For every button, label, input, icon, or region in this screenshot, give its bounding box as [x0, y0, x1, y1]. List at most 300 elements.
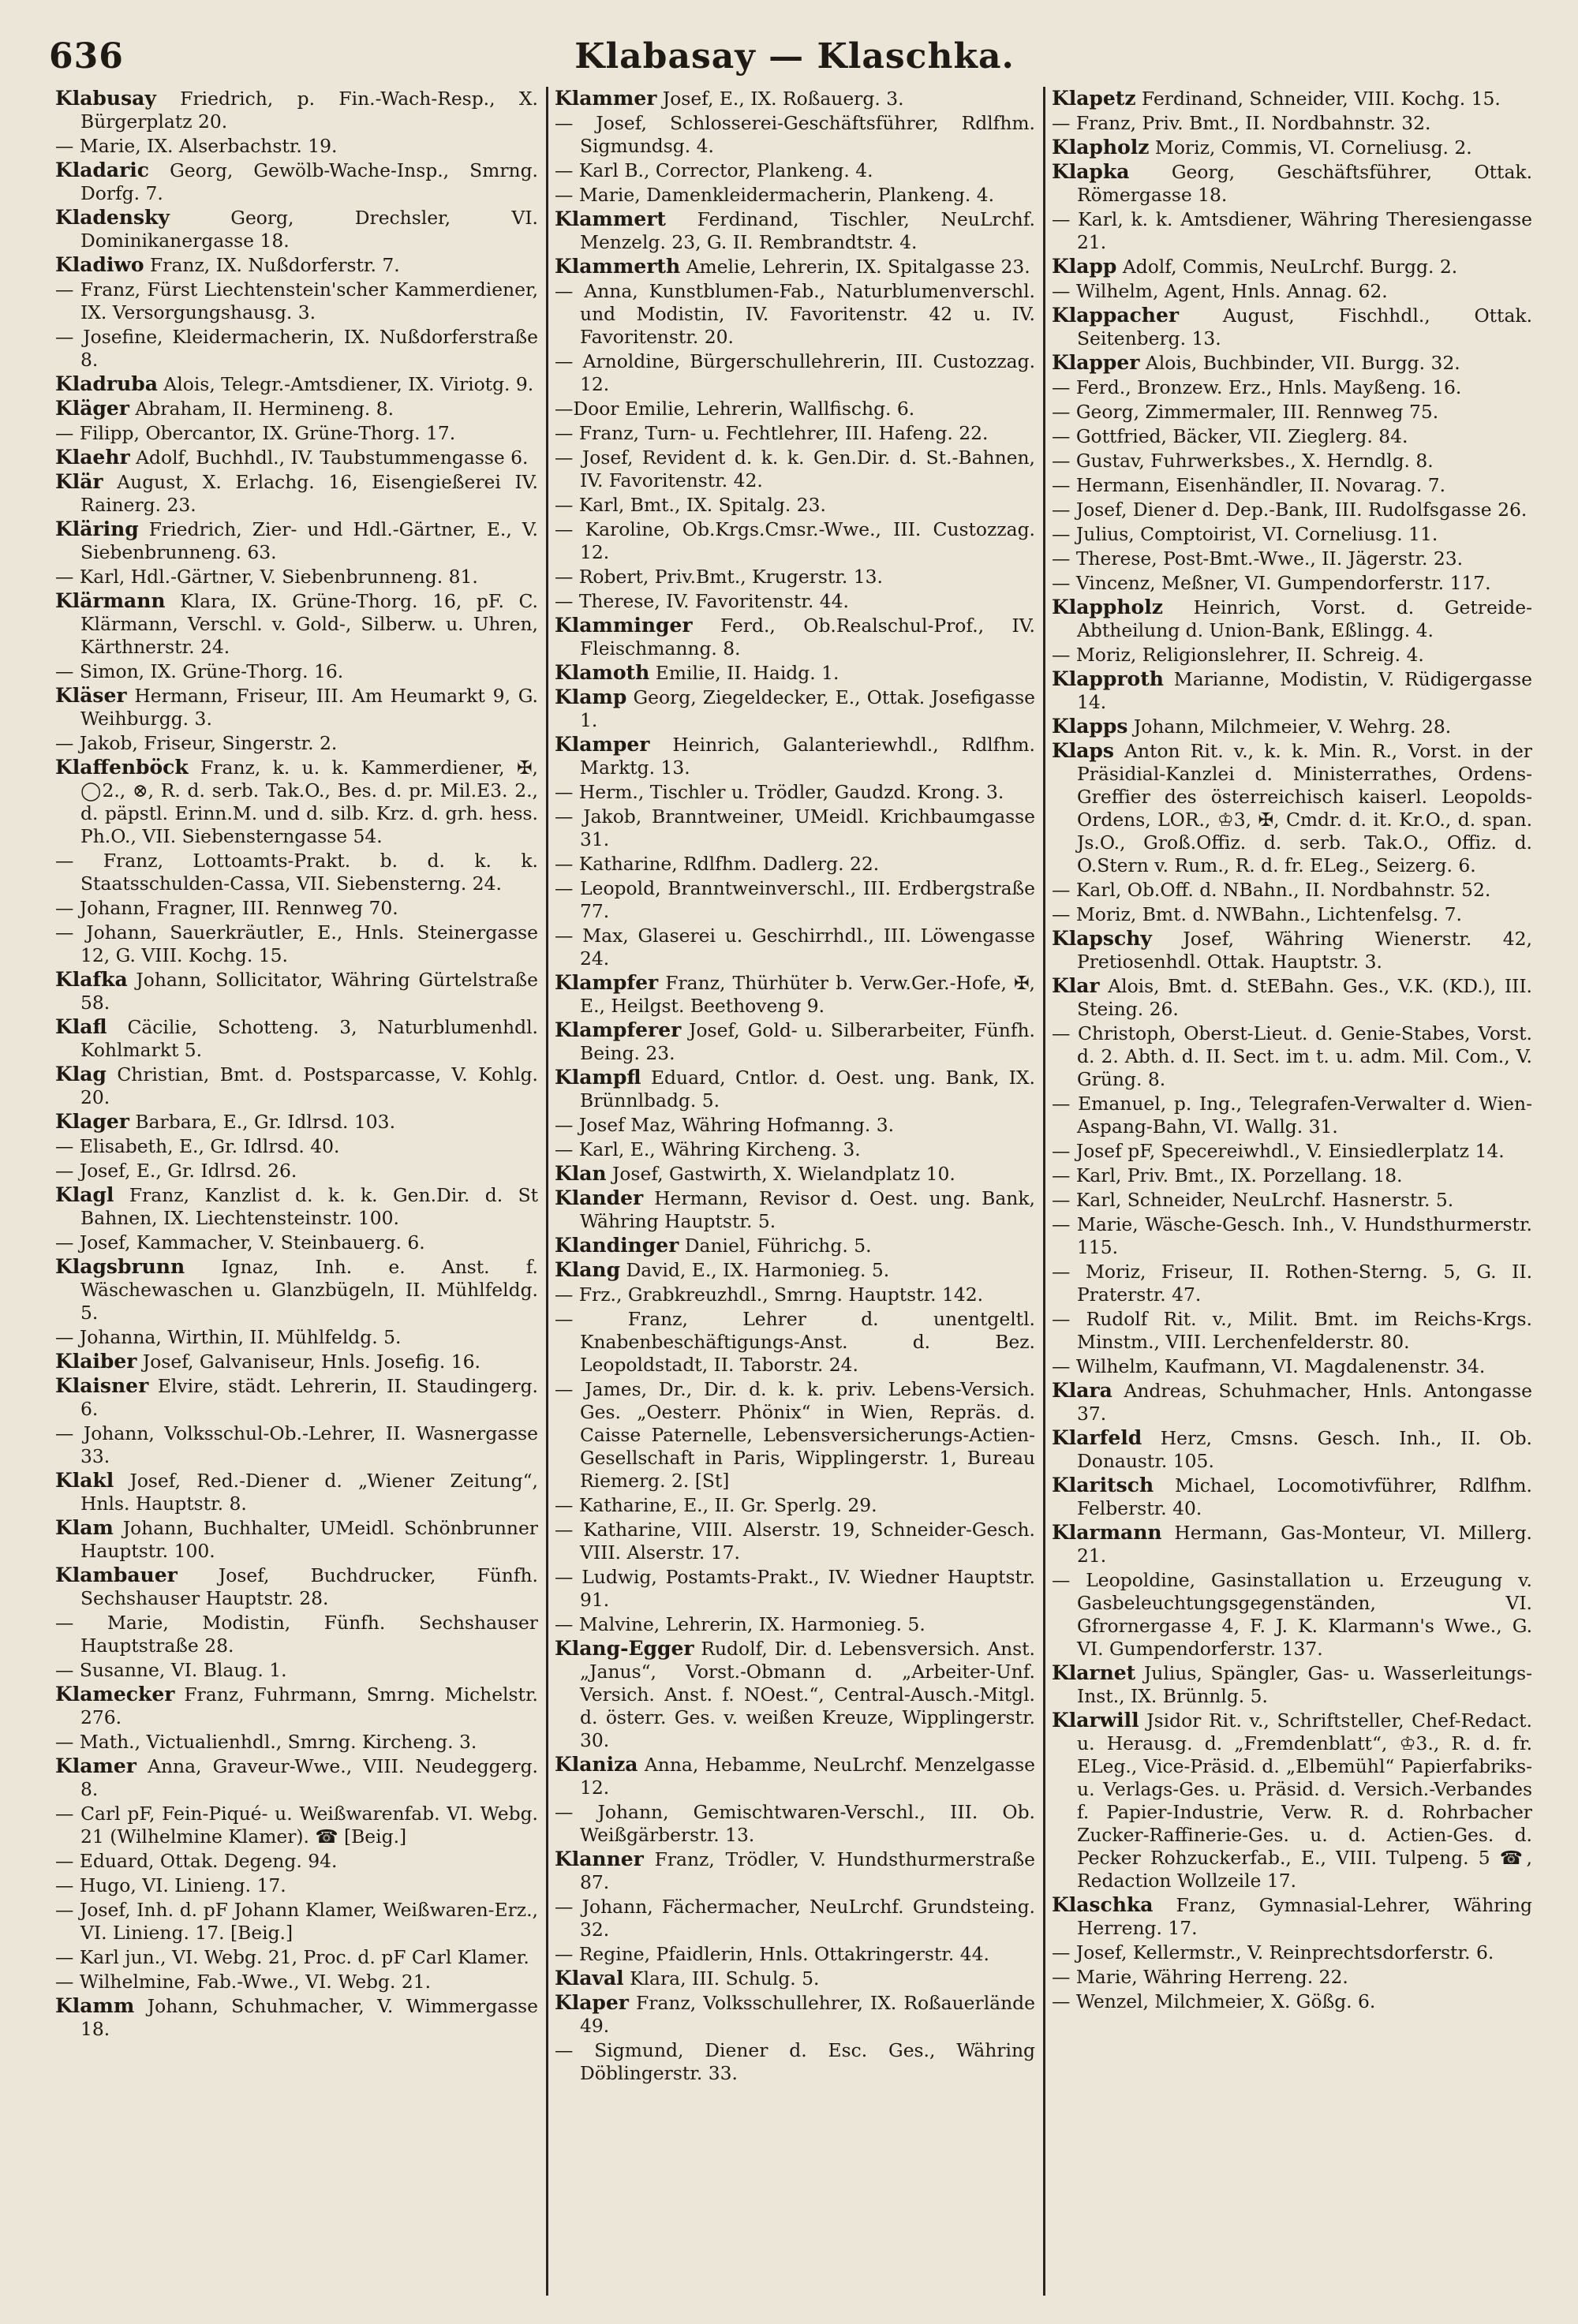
directory-entry [1052, 1260, 1532, 1306]
directory-entry [1052, 1307, 1532, 1354]
entry-surname: Klammer [555, 87, 657, 110]
directory-entry [1052, 1965, 1532, 1989]
directory-entry [1052, 1212, 1532, 1259]
entry-details: — Karl B., Corrector, Plankeng. 4. [555, 159, 873, 181]
entry-details: — Katharine, VIII. Alserstr. 19, Schneider-Gesch. VIII. Alserstr. 17. [555, 1519, 1035, 1564]
entry-surname: Klammerth [555, 255, 681, 278]
directory-entry [555, 255, 1035, 278]
entry-details: Daniel, Führichg. 5. [679, 1235, 872, 1257]
entry-surname: Klamoth [555, 661, 650, 684]
entry-details: — Karl jun., VI. Webg. 21, Proc. d. pF Carl Klamer. [55, 1946, 529, 1968]
directory-entry [555, 207, 1035, 254]
entry-surname: Klang [555, 1258, 621, 1281]
entry-surname: Klapetz [1052, 87, 1136, 110]
entry-details: — Vincenz, Meßner, VI. Gumpendorferstr. 117. [1052, 572, 1491, 594]
entry-details: — Ludwig, Postamts-Prakt., IV. Wiedner Hauptstr. 91. [555, 1566, 1035, 1611]
entry-details: — Anna, Kunstblumen-Fab., Naturblumenverschl. und Modistin, IV. Favoritenstr. 42 u. IV. Favoritenstr. 20. [555, 280, 1035, 348]
entry-surname: Klapholz [1052, 136, 1150, 159]
entry-details: Alois, Telegr.-Amtsdiener, IX. Viriotg. 9. [157, 373, 534, 395]
entry-surname: Klappacher [1052, 304, 1180, 327]
entry-details: — Ferd., Bronzew. Erz., Hnls. Mayßeng. 16. [1052, 376, 1462, 398]
directory-entry [1052, 1354, 1532, 1378]
directory-entry [1052, 87, 1532, 110]
directory-entry [55, 921, 538, 967]
directory-entry [1052, 1188, 1532, 1212]
entry-details: — Hermann, Eisenhändler, II. Novarag. 7. [1052, 474, 1446, 496]
entry-details: Josef, E., IX. Roßauerg. 3. [656, 88, 904, 110]
directory-entry [1052, 111, 1532, 135]
entry-details: Hermann, Revisor d. Oest. ung. Bank, Währing Hauptstr. 5. [580, 1187, 1035, 1232]
entry-details: — Simon, IX. Grüne-Thorg. 16. [55, 660, 344, 682]
directory-entry [1052, 927, 1532, 973]
entry-details: — Therese, IV. Favoritenstr. 44. [555, 590, 849, 612]
directory-entry [1052, 304, 1532, 350]
directory-entry [1052, 1521, 1532, 1567]
directory-entry [1052, 498, 1532, 521]
directory-entry [55, 1802, 538, 1848]
entry-details: — Wilhelm, Agent, Hnls. Annag. 62. [1052, 280, 1388, 302]
entry-details: — Karl, Hdl.-Gärtner, V. Siebenbrunneng. 81. [55, 566, 478, 588]
entry-details: — Johann, Fragner, III. Rennweg 70. [55, 897, 398, 919]
directory-entry [1052, 473, 1532, 497]
directory-entry [55, 1970, 538, 1993]
directory-entry [555, 1612, 1035, 1636]
directory-entry [555, 1518, 1035, 1564]
entry-surname: Klamp [555, 686, 627, 708]
directory-entry [55, 325, 538, 372]
entry-details: — Karoline, Ob.Krgs.Cmsr.-Wwe., III. Custozzag. 12. [555, 518, 1035, 563]
entry-details: Franz, Thürhüter b. Verw.Ger.-Hofe, ✠, E., Heilgst. Beethoveng 9. [580, 972, 1035, 1017]
directory-entry [555, 1493, 1035, 1517]
directory-entry [1052, 1092, 1532, 1138]
directory-entry [1052, 667, 1532, 714]
entry-surname: Klapp [1052, 255, 1117, 278]
entry-details: Alois, Bmt. d. StEBahn. Ges., V.K. (KD.), III. Steing. 26. [1077, 975, 1532, 1020]
directory-entry [555, 1113, 1035, 1137]
entry-details: — Karl, E., Währing Kircheng. 3. [555, 1138, 861, 1160]
directory-entry [555, 805, 1035, 851]
directory-entry [1052, 160, 1532, 207]
entry-details: — Josef pF, Specereiwhdl., V. Einsiedlerplatz 14. [1052, 1140, 1505, 1162]
directory-entry [55, 1874, 538, 1897]
directory-entry [555, 1307, 1035, 1377]
entry-surname: Klarmann [1052, 1521, 1162, 1544]
directory-entry [555, 1753, 1035, 1799]
directory-entry [555, 1258, 1035, 1282]
directory-entry [1052, 400, 1532, 424]
directory-entry [555, 780, 1035, 804]
directory-entry [1052, 424, 1532, 448]
entry-details: — Johann, Fächermacher, NeuLrchf. Grundsteing. 32. [555, 1896, 1035, 1941]
entry-surname: Klaisner [55, 1374, 149, 1397]
entry-details: — Karl, Priv. Bmt., IX. Porzellang. 18. [1052, 1164, 1403, 1186]
entry-details: Abraham, II. Hermineng. 8. [129, 398, 394, 420]
entry-details: Amelie, Lehrerin, IX. Spitalgasse 23. [680, 256, 1030, 278]
directory-entry [55, 1422, 538, 1468]
directory-entry [1052, 255, 1532, 278]
entry-surname: Klamer [55, 1754, 136, 1777]
directory-entry [55, 1898, 538, 1945]
entry-details: Klara, IX. Grüne-Thorg. 16, pF. C. Klärmann, Verschl. v. Gold-, Silberw. u. Uhren, Kärthnerstr. 24. [80, 590, 538, 658]
directory-entry [55, 1469, 538, 1515]
directory-entry [55, 1015, 538, 1062]
entry-details: Johann, Buchhalter, UMeidl. Schönbrunner Hauptstr. 100. [80, 1517, 538, 1562]
entry-surname: Klafka [55, 968, 128, 991]
directory-entry [555, 686, 1035, 732]
entry-details: Heinrich, Vorst. d. Getreide-Abtheilung d. Union-Bank, Eßlingg. 4. [1077, 596, 1532, 641]
entry-details: — Josef, Diener d. Dep.-Bank, III. Rudolfsgasse 26. [1052, 499, 1528, 521]
entry-surname: Kladaric [55, 159, 149, 181]
entry-surname: Klar [1052, 974, 1100, 997]
entry-details: — Julius, Comptoirist, VI. Corneliusg. 11. [1052, 523, 1438, 545]
entry-details: — Josef Maz, Währing Hofmanng. 3. [555, 1114, 895, 1136]
entry-surname: Klampferer [555, 1018, 682, 1041]
entry-details: — Moriz, Friseur, II. Rothen-Sterng. 5, G. II. Praterstr. 47. [1052, 1261, 1532, 1306]
directory-entry [1052, 739, 1532, 877]
directory-entry [555, 111, 1035, 158]
directory-entry [55, 1683, 538, 1729]
entry-surname: Klaehr [55, 446, 130, 469]
directory-entry [1052, 643, 1532, 667]
directory-entry [1052, 571, 1532, 595]
directory-entry [1052, 715, 1532, 738]
entry-details: Anna, Graveur-Wwe., VIII. Neudeggerg. 8. [80, 1755, 538, 1800]
directory-entry [555, 733, 1035, 779]
directory-entry [1052, 1379, 1532, 1425]
entry-details: — Leopold, Branntweinverschl., III. Erdbergstraße 77. [555, 877, 1035, 922]
directory-entry [55, 1516, 538, 1563]
entry-details: Adolf, Buchhdl., IV. Taubstummengasse 6. [129, 446, 529, 469]
entry-details: — Katharine, E., II. Gr. Sperlg. 29. [555, 1494, 877, 1516]
entry-surname: Klampfl [555, 1066, 641, 1089]
directory-entry [555, 971, 1035, 1018]
entry-details: — Moriz, Religionslehrer, II. Schreig. 4. [1052, 644, 1424, 666]
entry-details: Andreas, Schuhmacher, Hnls. Antongasse 37. [1077, 1380, 1532, 1425]
entry-details: Barbara, E., Gr. Idlrsd. 103. [129, 1111, 396, 1133]
entry-details: — Josefine, Kleidermacherin, IX. Nußdorferstraße 8. [55, 326, 538, 371]
directory-entry [555, 1848, 1035, 1894]
entry-details: Ferd., Ob.Realschul-Prof., IV. Fleischmanng. 8. [580, 615, 1035, 659]
directory-entry [55, 1063, 538, 1109]
directory-entry [1052, 1941, 1532, 1964]
directory-entry [55, 1255, 538, 1325]
entry-surname: Klappholz [1052, 596, 1163, 618]
directory-entry [55, 896, 538, 920]
entry-details: —Door Emilie, Lehrerin, Wallfischg. 6. [555, 398, 915, 420]
directory-entry [55, 659, 538, 683]
entry-surname: Klagl [55, 1183, 114, 1206]
entry-surname: Kläger [55, 397, 129, 420]
entry-surname: Klager [55, 1110, 129, 1133]
page-header [49, 36, 1540, 87]
directory-entry [555, 2038, 1035, 2085]
entry-details: — Karl, Bmt., IX. Spitalg. 23. [555, 494, 826, 516]
directory-entry [1052, 1426, 1532, 1473]
directory-entry [555, 1895, 1035, 1941]
entry-details: Hermann, Gas-Monteur, VI. Millerg. 21. [1077, 1522, 1532, 1567]
directory-entry [55, 1134, 538, 1158]
entry-surname: Klambauer [55, 1564, 178, 1586]
directory-entry [55, 1945, 538, 1969]
entry-details: — Emanuel, p. Ing., Telegrafen-Verwalter d. Wien-Aspang-Bahn, VI. Wallg. 31. [1052, 1093, 1532, 1138]
directory-columns [49, 87, 1540, 2296]
entry-details: Johann, Sollicitator, Währing Gürtelstraße 58. [80, 969, 538, 1014]
entry-details: — Josef, Inh. d. pF Johann Klamer, Weißwaren-Erz., VI. Linieng. 17. [Beig.] [55, 1899, 538, 1944]
directory-entry [555, 1991, 1035, 2038]
directory-entry [55, 589, 538, 659]
entry-surname: Klandinger [555, 1234, 679, 1257]
directory-entry [55, 1564, 538, 1610]
entry-details: Franz, Trödler, V. Hundsthurmerstraße 87. [580, 1848, 1035, 1893]
directory-entry [555, 1162, 1035, 1186]
entry-surname: Klafl [55, 1015, 107, 1038]
entry-surname: Klag [55, 1063, 107, 1085]
entry-surname: Klanner [555, 1848, 644, 1870]
entry-details: — Josef, Schlosserei-Geschäftsführer, Rdlfhm. Sigmundsg. 4. [555, 112, 1035, 157]
entry-details: — Susanne, VI. Blaug. 1. [55, 1659, 287, 1681]
entry-details: — Gottfried, Bäcker, VII. Zieglerg. 84. [1052, 425, 1408, 447]
entry-surname: Klapper [1052, 351, 1140, 374]
entry-details: Alois, Buchbinder, VII. Burgg. 32. [1139, 352, 1460, 374]
entry-surname: Kläring [55, 517, 139, 540]
entry-details: Josef, Währing Wienerstr. 42, Pretiosenhdl. Ottak. Hauptstr. 3. [1077, 928, 1532, 973]
directory-entry [55, 278, 538, 324]
directory-entry [1052, 878, 1532, 902]
entry-surname: Klaritsch [1052, 1474, 1154, 1496]
entry-details: Heinrich, Galanteriewhdl., Rdlfhm. Marktg. 13. [580, 734, 1035, 779]
directory-entry [1052, 974, 1532, 1021]
directory-entry [555, 421, 1035, 445]
directory-entry [55, 1159, 538, 1183]
directory-entry [1052, 136, 1532, 159]
directory-entry [555, 1565, 1035, 1612]
entry-details: Josef, Red.-Diener d. „Wiener Zeitung“, Hnls. Hauptstr. 8. [80, 1470, 538, 1515]
entry-details: — Arnoldine, Bürgerschullehrerin, III. Custozzag. 12. [555, 350, 1035, 395]
directory-entry [555, 1942, 1035, 1966]
directory-entry [555, 1138, 1035, 1161]
entry-details: Friedrich, p. Fin.-Wach-Resp., X. Bürgerplatz 20. [80, 88, 538, 133]
entry-details: Franz, IX. Nußdorferstr. 7. [144, 254, 400, 276]
entry-surname: Klapschy [1052, 927, 1152, 950]
entry-details: — Robert, Priv.Bmt., Krugerstr. 13. [555, 566, 883, 588]
entry-surname: Klaper [555, 1991, 629, 2014]
entry-details: — Sigmund, Diener d. Esc. Ges., Währing Döblingerstr. 33. [555, 2039, 1035, 2084]
entry-surname: Kladruba [55, 372, 158, 395]
entry-details: — Johann, Sauerkräutler, E., Hnls. Steinergasse 12, G. VIII. Kochg. 15. [55, 921, 538, 966]
directory-entry [555, 1186, 1035, 1233]
entry-details: — Leopoldine, Gasinstallation u. Erzeugung v. Gasbeleuchtungsgegenständen, VI. Gfrornergasse 4, F. J. K. Klarmann's Wwe., G. VI. Gumpendorferstr. 137. [1052, 1569, 1532, 1660]
column-left [49, 87, 546, 2296]
entry-details: August, X. Erlachg. 16, Eisengießerei IV. Rainerg. 23. [80, 471, 538, 516]
directory-entry [55, 1183, 538, 1230]
entry-surname: Klander [555, 1186, 644, 1209]
entry-details: Franz, Gymnasial-Lehrer, Währing Herreng. 17. [1077, 1894, 1532, 1939]
entry-surname: Klammert [555, 207, 666, 230]
directory-entry [1052, 279, 1532, 303]
directory-entry [55, 1374, 538, 1421]
entry-surname: Klaschka [1052, 1893, 1154, 1916]
entry-surname: Klampfer [555, 971, 659, 994]
directory-entry [55, 756, 538, 848]
directory-entry [55, 1994, 538, 2041]
directory-entry [555, 589, 1035, 613]
directory-entry [1052, 1990, 1532, 2013]
directory-entry [55, 206, 538, 252]
directory-entry [555, 1377, 1035, 1493]
directory-entry [555, 1283, 1035, 1306]
entry-surname: Klang-Egger [555, 1637, 694, 1660]
entry-details: Julius, Spängler, Gas- u. Wasserleitungs-Inst., IX. Brünnlg. 5. [1077, 1662, 1532, 1707]
entry-surname: Klär [55, 470, 103, 493]
entry-surname: Klapproth [1052, 667, 1164, 690]
entry-details: — Christoph, Oberst-Lieut. d. Genie-Stabes, Vorst. d. 2. Abth. d. II. Sect. im t. u. adm. Mil. Com., V. Grüng. 8. [1052, 1022, 1532, 1090]
directory-entry [1052, 1474, 1532, 1520]
directory-entry [55, 446, 538, 469]
directory-entry [55, 134, 538, 158]
directory-entry [55, 470, 538, 517]
directory-entry [55, 565, 538, 588]
directory-entry [55, 372, 538, 396]
entry-surname: Klaffenböck [55, 756, 189, 779]
entry-surname: Klarnet [1052, 1661, 1136, 1684]
directory-entry [555, 87, 1035, 110]
entry-details: — Josef, E., Gr. Idlrsd. 26. [55, 1160, 297, 1182]
entry-details: David, E., IX. Harmonieg. 5. [620, 1259, 890, 1281]
directory-entry [55, 421, 538, 445]
entry-details: — Hugo, VI. Linieng. 17. [55, 1874, 286, 1896]
entry-details: Anna, Hebamme, NeuLrchf. Menzelgasse 12. [580, 1754, 1035, 1799]
entry-details: — Wilhelmine, Fab.-Wwe., VI. Webg. 21. [55, 1971, 432, 1993]
directory-entry [55, 1849, 538, 1873]
directory-entry [555, 159, 1035, 182]
page-number: 636 [49, 36, 124, 77]
entry-surname: Klakl [55, 1469, 114, 1492]
directory-entry [555, 852, 1035, 876]
entry-details: — Franz, Priv. Bmt., II. Nordbahnstr. 32. [1052, 112, 1431, 134]
entry-details: Michael, Locomotivführer, Rdlfhm. Felberstr. 40. [1077, 1474, 1532, 1519]
entry-details: Emilie, II. Haidg. 1. [649, 662, 839, 684]
entry-details: — Rudolf Rit. v., Milit. Bmt. im Reichs-Krgs. Minstm., VIII. Lerchenfelderstr. 80. [1052, 1308, 1532, 1353]
directory-entry [1052, 1022, 1532, 1091]
directory-entry [555, 565, 1035, 588]
directory-entry [555, 1800, 1035, 1847]
directory-entry [555, 183, 1035, 207]
directory-entry [55, 1325, 538, 1349]
entry-surname: Kladensky [55, 206, 170, 229]
entry-details: August, Fischhdl., Ottak. Seitenberg. 13. [1077, 305, 1532, 349]
entry-surname: Klarfeld [1052, 1426, 1142, 1449]
directory-entry [1052, 1568, 1532, 1661]
directory-entry [55, 1730, 538, 1754]
directory-entry [555, 924, 1035, 970]
entry-details: Johann, Milchmeier, V. Wehrg. 28. [1127, 716, 1452, 738]
directory-entry [55, 1611, 538, 1657]
entry-details: — Franz, Lehrer d. unentgeltl. Knabenbeschäftigungs-Anst. d. Bez. Leopoldstadt, II. Taborstr. 24. [555, 1308, 1035, 1376]
directory-entry [1052, 1661, 1532, 1708]
entry-surname: Klamper [555, 733, 650, 756]
directory-entry [555, 614, 1035, 660]
entry-details: — Johann, Gemischtwaren-Verschl., III. Ob. Weißgärberstr. 13. [555, 1801, 1035, 1846]
entry-details: — Frz., Grabkreuzhdl., Smrng. Hauptstr. 142. [555, 1283, 984, 1306]
entry-details: Hermann, Friseur, III. Am Heumarkt 9, G. Weihburgg. 3. [80, 685, 538, 730]
entry-details: Josef, Buchdrucker, Fünfh. Sechshauser Hauptstr. 28. [80, 1564, 538, 1609]
entry-details: Josef, Gastwirth, X. Wielandplatz 10. [606, 1163, 955, 1185]
directory-entry [555, 279, 1035, 349]
directory-entry [55, 253, 538, 277]
entry-surname: Klamecker [55, 1683, 175, 1706]
entry-details: — Wenzel, Milchmeier, X. Gößg. 6. [1052, 1990, 1376, 2012]
entry-details: Georg, Drechsler, VI. Dominikanergasse 18. [80, 207, 538, 252]
entry-details: — Josef, Kammacher, V. Steinbauerg. 6. [55, 1231, 425, 1254]
entry-details: — Elisabeth, E., Gr. Idlrsd. 40. [55, 1135, 340, 1157]
entry-details: — James, Dr., Dir. d. k. k. priv. Lebens-Versich. Ges. „Oesterr. Phönix“ in Wien, Repräs. d. Caisse Paternelle, Lebensversicherungs-Actien-Gesellschaft in Paris, Wipplingerstr. 1, Bureau Riemerg. 2. [St] [555, 1378, 1035, 1492]
entry-details: — Johanna, Wirthin, II. Mühlfeldg. 5. [55, 1326, 402, 1348]
entry-details: Cäcilie, Schotteng. 3, Naturblumenhdl. Kohlmarkt 5. [80, 1016, 538, 1061]
entry-surname: Kläser [55, 684, 127, 707]
directory-entry [1052, 902, 1532, 926]
directory-entry [555, 397, 1035, 420]
entry-details: Adolf, Commis, NeuLrchf. Burgg. 2. [1116, 256, 1458, 278]
directory-entry [55, 1754, 538, 1801]
directory-entry [55, 1658, 538, 1682]
entry-details: — Georg, Zimmermaler, III. Rennweg 75. [1052, 401, 1439, 423]
entry-details: Franz, Volksschullehrer, IX. Roßauerlände 49. [580, 1992, 1035, 2037]
directory-entry [1052, 547, 1532, 570]
entry-details: Christian, Bmt. d. Postsparcasse, V. Kohlg. 20. [80, 1063, 538, 1108]
entry-surname: Klamm [55, 1994, 135, 2017]
entry-details: — Filipp, Obercantor, IX. Grüne-Thorg. 17. [55, 422, 456, 444]
directory-entry [1052, 351, 1532, 375]
entry-details: — Marie, Wäsche-Gesch. Inh., V. Hundsthurmerstr. 115. [1052, 1213, 1532, 1258]
entry-details: — Jakob, Branntweiner, UMeidl. Krichbaumgasse 31. [555, 805, 1035, 850]
entry-details: — Karl, k. k. Amtsdiener, Währing Theresiengasse 21. [1052, 208, 1532, 253]
entry-details: — Josef, Revident d. k. k. Gen.Dir. d. St.-Bahnen, IV. Favoritenstr. 42. [555, 446, 1035, 491]
directory-entry [1052, 522, 1532, 546]
directory-entry [555, 349, 1035, 396]
entry-details: — Eduard, Ottak. Degeng. 94. [55, 1850, 338, 1872]
entry-details: — Max, Glaserei u. Geschirrhdl., III. Löwengasse 24. [555, 925, 1035, 970]
directory-entry [1052, 449, 1532, 473]
directory-entry [555, 1967, 1035, 1990]
directory-entry [55, 684, 538, 730]
directory-entry [1052, 207, 1532, 254]
entry-surname: Klaps [1052, 739, 1114, 762]
directory-entry [55, 159, 538, 205]
entry-details: — Marie, IX. Alserbachstr. 19. [55, 135, 338, 157]
entry-details: Rudolf, Dir. d. Lebensversich. Anst. „Janus“, Vorst.-Obmann d. „Arbeiter-Unf. Versich. Anst. f. NOest.“, Central-Ausch.-Mitgl. d. österr. Ges. v. weißen Kreuze, Wipplingerstr. 30. [580, 1638, 1035, 1751]
entry-details: Georg, Geschäftsführer, Ottak. Römergasse 18. [1077, 161, 1532, 206]
entry-surname: Klaval [555, 1967, 624, 1990]
entry-details: — Marie, Damenkleidermacherin, Plankeng. 4. [555, 184, 995, 206]
directory-entry [555, 517, 1035, 564]
entry-details: Eduard, Cntlor. d. Oest. ung. Bank, IX. Brünnlbadg. 5. [580, 1067, 1035, 1112]
directory-entry [55, 849, 538, 895]
directory-entry [555, 661, 1035, 685]
entry-details: Klara, III. Schulg. 5. [623, 1967, 820, 1990]
entry-details: — Johann, Volksschul-Ob.-Lehrer, II. Wasnergasse 33. [55, 1422, 538, 1467]
entry-surname: Klan [555, 1162, 607, 1185]
entry-details: Herz, Cmsns. Gesch. Inh., II. Ob. Donaustr. 105. [1077, 1427, 1532, 1472]
entry-details: Ignaz, Inh. e. Anst. f. Wäschewaschen u. Glanzbügeln, II. Mühlfeldg. 5. [80, 1256, 538, 1324]
entry-details: Franz, k. u. k. Kammerdiener, ✠, ◯2., ⊗, R. d. serb. Tak.O., Bes. d. pr. Mil.E3. 2., d. päpstl. Erinn.M. und d. silb. Krz. d. grh. hess. Ph.O., VII. Siebensterngasse 54. [80, 757, 538, 847]
entry-details: — Franz, Turn- u. Fechtlehrer, III. Hafeng. 22. [555, 422, 989, 444]
entry-surname: Klärmann [55, 589, 166, 612]
entry-details: — Moriz, Bmt. d. NWBahn., Lichtenfelsg. 7. [1052, 903, 1462, 925]
entry-details: — Karl, Schneider, NeuLrchf. Hasnerstr. 5. [1052, 1189, 1454, 1211]
entry-details: — Katharine, Rdlfhm. Dadlerg. 22. [555, 853, 880, 875]
entry-details: Josef, Gold- u. Silberarbeiter, Fünfh. Being. 23. [580, 1019, 1035, 1064]
entry-details: Franz, Fuhrmann, Smrng. Michelstr. 276. [80, 1683, 538, 1728]
